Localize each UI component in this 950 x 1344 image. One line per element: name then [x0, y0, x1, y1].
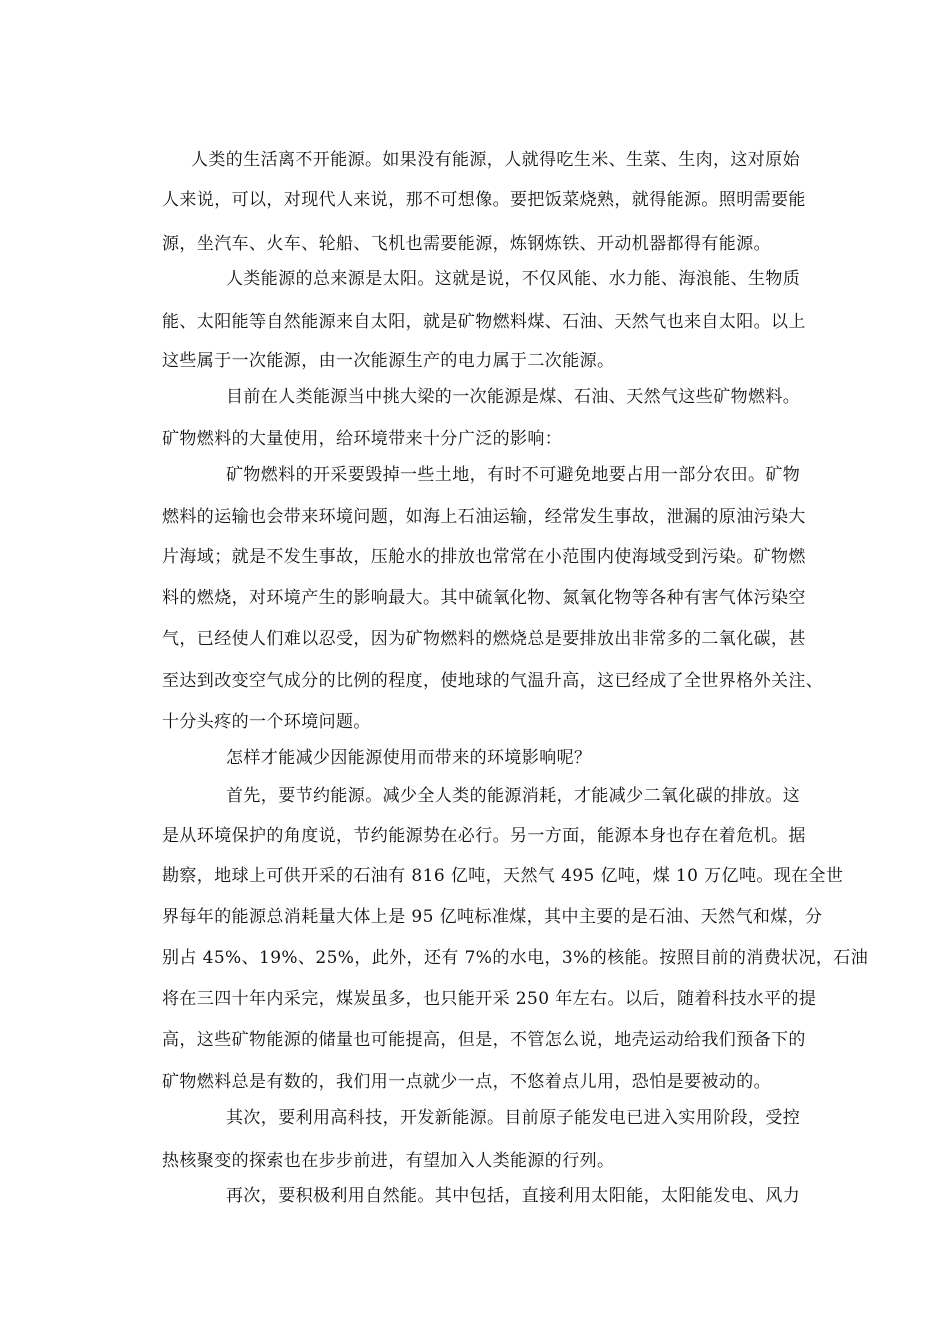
text-line: 再次，要积极利用自然能。其中包括，直接利用太阳能，太阳能发电、风力	[226, 1186, 801, 1206]
text-line: 别占 45%、19%、25%，此外，还有 7%的水电，3%的核能。按照目前的消费状况，石油	[162, 948, 869, 968]
text-line: 气，已经使人们难以忍受，因为矿物燃料的燃烧总是要排放出非常多的二氧化碳，甚	[162, 629, 806, 649]
text-line: 片海域；就是不发生事故，压舱水的排放也常常在小范围内使海域受到污染。矿物燃	[162, 547, 806, 567]
text-line: 矿物燃料的开采要毁掉一些土地，有时不可避免地要占用一部分农田。矿物	[226, 465, 801, 485]
text-line: 矿物燃料总是有数的，我们用一点就少一点，不悠着点儿用，恐怕是要被动的。	[162, 1072, 771, 1092]
text-line: 这些属于一次能源，由一次能源生产的电力属于二次能源。	[162, 351, 615, 371]
text-line: 是从环境保护的角度说，节约能源势在必行。另一方面，能源本身也存在着危机。据	[162, 826, 806, 846]
text-line: 高，这些矿物能源的储量也可能提高，但是，不管怎么说，地壳运动给我们预备下的	[162, 1030, 806, 1050]
text-line: 首先，要节约能源。减少全人类的能源消耗，才能减少二氧化碳的排放。这	[226, 786, 801, 806]
text-line: 目前在人类能源当中挑大梁的一次能源是煤、石油、天然气这些矿物燃料。	[226, 387, 801, 407]
text-line: 料的燃烧，对环境产生的影响最大。其中硫氧化物、氮氧化物等各种有害气体污染空	[162, 588, 806, 608]
text-line: 其次，要利用高科技，开发新能源。目前原子能发电已进入实用阶段，受控	[226, 1108, 801, 1128]
text-line: 人类的生活离不开能源。如果没有能源，人就得吃生米、生菜、生肉，这对原始	[191, 150, 800, 170]
text-line: 人来说，可以，对现代人来说，那不可想像。要把饭菜烧熟，就得能源。照明需要能	[162, 190, 806, 210]
text-line: 能、太阳能等自然能源来自太阳，就是矿物燃料煤、石油、天然气也来自太阳。以上	[162, 312, 806, 332]
text-line: 界每年的能源总消耗量大体上是 95 亿吨标准煤，其中主要的是石油、天然气和煤，分	[162, 907, 823, 927]
text-line: 怎样才能减少因能源使用而带来的环境影响呢？	[226, 748, 592, 768]
text-line: 燃料的运输也会带来环境问题，如海上石油运输，经常发生事故，泄漏的原油污染大	[162, 507, 806, 527]
text-line: 人类能源的总来源是太阳。这就是说，不仅风能、水力能、海浪能、生物质	[226, 269, 801, 289]
text-line: 勘察，地球上可供开采的石油有 816 亿吨，天然气 495 亿吨，煤 10 万亿吨。现在全世	[162, 866, 844, 886]
text-line: 热核聚变的探索也在步步前进，有望加入人类能源的行列。	[162, 1151, 615, 1171]
text-line: 十分头疼的一个环境问题。	[162, 712, 371, 732]
text-line: 将在三四十年内采完，煤炭虽多，也只能开采 250 年左右。以后，随着科技水平的提	[162, 989, 817, 1009]
text-line: 源，坐汽车、火车、轮船、飞机也需要能源，炼钢炼铁、开动机器都得有能源。	[162, 234, 771, 254]
text-line: 至达到改变空气成分的比例的程度，使地球的气温升高，这已经成了全世界格外关注、	[162, 671, 824, 691]
text-line: 矿物燃料的大量使用，给环境带来十分广泛的影响：	[162, 429, 563, 449]
